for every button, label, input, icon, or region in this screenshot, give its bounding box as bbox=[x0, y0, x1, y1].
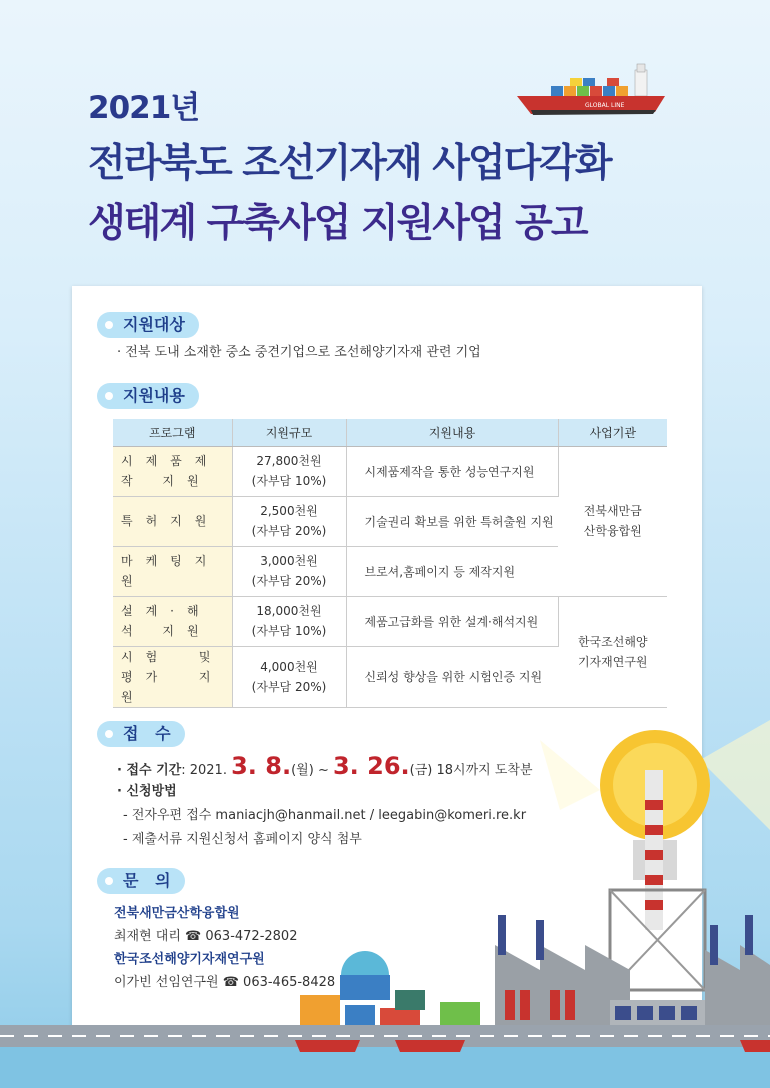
table-row bbox=[113, 446, 667, 496]
method-docs: - 제출서류 지원신청서 홈페이지 양식 첨부 bbox=[123, 832, 362, 847]
target-text: · 전북 도내 소재한 중소 중견기업으로 조선해양기자재 관련 기업 bbox=[117, 345, 481, 360]
content-heading: 지원내용 bbox=[97, 383, 199, 409]
bullet-dot-icon bbox=[105, 321, 113, 329]
scale-cell: 27,800천원 (자부담 10%) bbox=[232, 446, 346, 496]
col-header: 지원규모 bbox=[232, 419, 346, 446]
support-table bbox=[113, 419, 667, 708]
program-cell: 시험 및 평가 지원 bbox=[113, 646, 232, 707]
industrial-scene-illustration bbox=[0, 700, 770, 1088]
title-line-1: 전라북도 조선기자재 사업다각화 bbox=[88, 141, 611, 186]
program-cell: 설계·해석 지원 bbox=[113, 596, 232, 646]
scale-cell: 2,500천원 (자부담 20%) bbox=[232, 496, 346, 546]
scale-cell: 18,000천원 (자부담 10%) bbox=[232, 596, 346, 646]
col-header: 사업기관 bbox=[558, 419, 667, 446]
ship-label: GLOBAL LINE bbox=[585, 102, 625, 109]
scale-cell: 3,000천원 (자부담 20%) bbox=[232, 546, 346, 596]
cargo-ship-illustration bbox=[515, 60, 667, 122]
desc-cell: 제품고급화를 위한 설계·해석지원 bbox=[346, 596, 558, 646]
program-cell: 마케팅지원 bbox=[113, 546, 232, 596]
bullet-dot-icon bbox=[105, 392, 113, 400]
table-row bbox=[113, 596, 667, 646]
inquiry-contact-2: 이가빈 선임연구원 ☎ 063-465-8428 bbox=[114, 975, 336, 990]
method-email: - 전자우편 접수 maniacjh@hanmail.net / leegabin@komeri.re.kr bbox=[123, 808, 527, 823]
inquiry-org-1: 전북새만금산학융합원 bbox=[114, 906, 240, 921]
inquiry-org-2: 한국조선해양기자재연구원 bbox=[114, 952, 265, 967]
scale-cell: 4,000천원 (자부담 20%) bbox=[232, 646, 346, 707]
desc-cell: 신뢰성 향상을 위한 시험인증 지원 bbox=[346, 646, 558, 707]
desc-cell: 기술권리 확보를 위한 특허출원 지원 bbox=[346, 496, 558, 546]
method-label: · 신청방법 bbox=[117, 784, 177, 799]
program-cell: 특허지원 bbox=[113, 496, 232, 546]
org-cell: 전북새만금 산학융합원 bbox=[558, 446, 667, 596]
col-header: 프로그램 bbox=[113, 419, 232, 446]
title-line-2: 생태계 구축사업 지원사업 공고 bbox=[88, 201, 587, 246]
inquiry-contact-1: 최재현 대리 ☎ 063-472-2802 bbox=[114, 929, 298, 944]
desc-cell: 브로셔,홈페이지 등 제작지원 bbox=[346, 546, 558, 596]
program-cell: 시제품제작 지원 bbox=[113, 446, 232, 496]
reception-heading: 접 수 bbox=[97, 721, 185, 747]
reception-period: · 접수 기간: 2021. 3. 8.(월) ~ 3. 26.(금) 18시까지 도착분 bbox=[117, 752, 533, 780]
inquiry-heading: 문 의 bbox=[97, 868, 185, 894]
desc-cell: 시제품제작을 통한 성능연구지원 bbox=[346, 446, 558, 496]
col-header: 지원내용 bbox=[346, 419, 558, 446]
target-heading: 지원대상 bbox=[97, 312, 199, 338]
org-cell: 한국조선해양 기자재연구원 bbox=[558, 596, 667, 707]
year-label: 2021년 bbox=[88, 90, 200, 126]
